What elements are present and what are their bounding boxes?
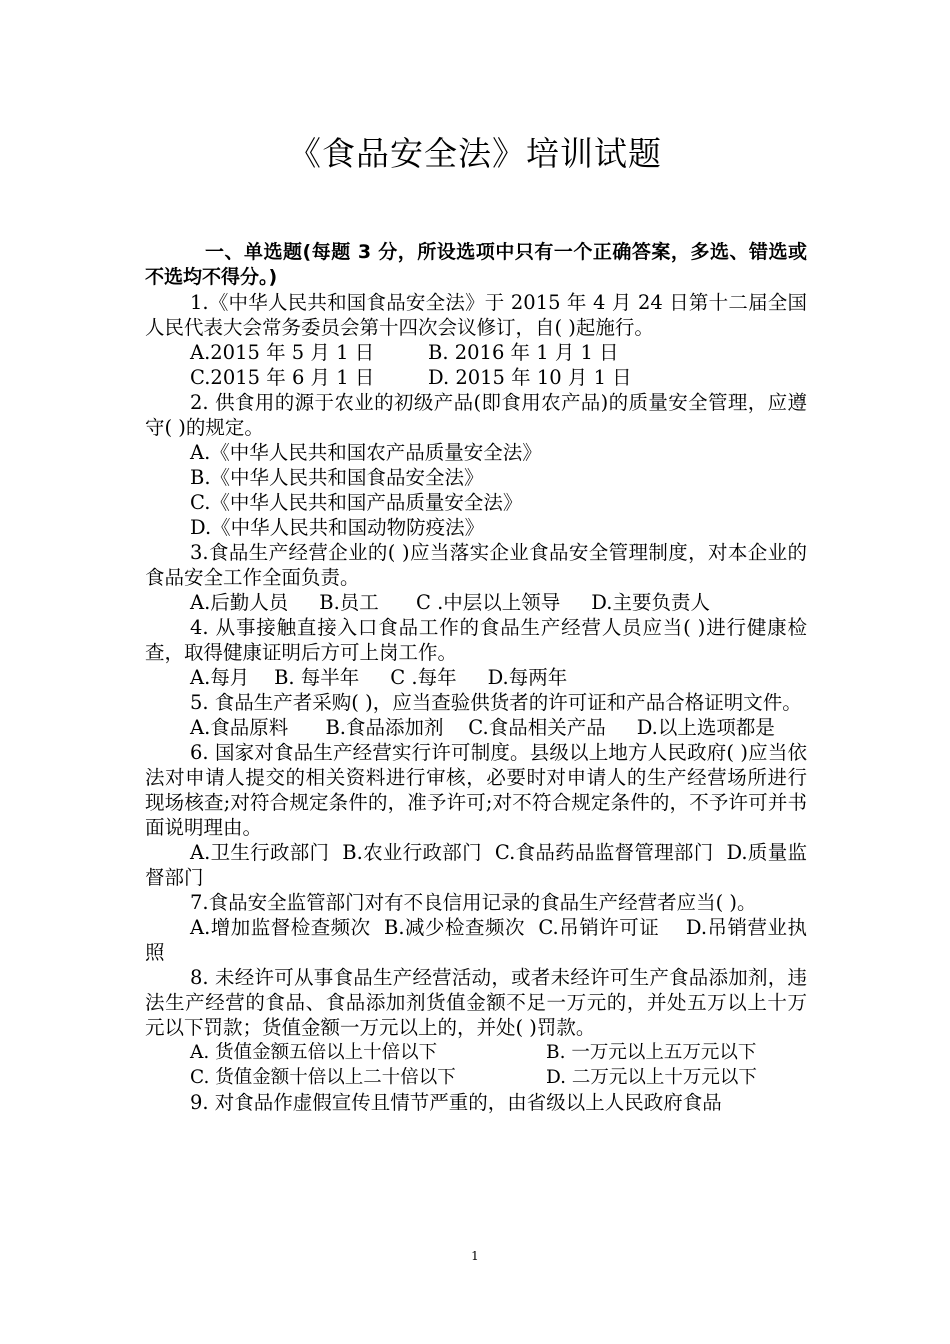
question-8-options-row-1 xyxy=(145,1040,807,1065)
question-9: 9. 对食品作虚假宣传且情节严重的，由省级以上人民政府食品 xyxy=(190,1091,722,1114)
option-a: A.2015 年 5 月 1 日 xyxy=(190,341,375,364)
option-d: D. 2015 年 10 月 1 日 xyxy=(428,366,632,389)
question-4-options: A.每月 B. 每半年 C .每年 D.每两年 xyxy=(190,666,568,689)
question-7-options: A.增加监督检查频次 B.减少检查频次 C.吊销许可证 D.吊销营业执照 xyxy=(145,916,807,964)
question-8-options-row-2 xyxy=(145,1065,807,1090)
question-7: 7.食品安全监管部门对有不良信用记录的食品生产经营者应当( )。 xyxy=(190,891,757,914)
question-5-options: A.食品原料 B.食品添加剂 C.食品相关产品 D.以上选项都是 xyxy=(190,716,775,739)
page-number: 1 xyxy=(471,1249,479,1263)
question-1: 1.《中华人民共和国食品安全法》于 2015 年 4 月 24 日第十二届全国人民代表大会常务委员会第十四次会议修订，自( )起施行。 xyxy=(145,291,807,339)
question-3: 3.食品生产经营企业的( )应当落实企业食品安全管理制度，对本企业的食品安全工作全面负责。 xyxy=(145,541,807,589)
option-c: C. 货值金额十倍以上二十倍以下 xyxy=(190,1067,456,1088)
question-3-options: A.后勤人员 B.员工 C .中层以上领导 D.主要负责人 xyxy=(190,591,710,614)
option-d: D.《中华人民共和国动物防疫法》 xyxy=(190,516,485,539)
option-b: B.《中华人民共和国食品安全法》 xyxy=(190,466,484,489)
option-b: B. 一万元以上五万元以下 xyxy=(546,1042,757,1063)
option-a: A.《中华人民共和国农产品质量安全法》 xyxy=(190,441,542,464)
question-1-options-row-2 xyxy=(145,365,807,390)
question-8: 8. 未经许可从事食品生产经营活动，或者未经许可生产食品添加剂，违法生产经营的食品、食品添加剂货值金额不足一万元的，并处五万以上十万元以下罚款；货值金额一万元以上的，并处( )罚款。 xyxy=(145,966,807,1039)
option-c: C.《中华人民共和国产品质量安全法》 xyxy=(190,491,523,514)
question-2: 2. 供食用的源于农业的初级产品(即食用农产品)的质量安全管理，应遵守( )的规定。 xyxy=(145,391,807,439)
question-1-options-row-1 xyxy=(145,340,807,365)
option-b: B. 2016 年 1 月 1 日 xyxy=(428,341,619,364)
document-body xyxy=(145,240,807,1115)
section-heading: 一、单选题(每题 3 分，所设选项中只有一个正确答案，多选、错选或不选均不得分。) xyxy=(145,241,807,288)
question-5: 5. 食品生产者采购( )，应当查验供货者的许可证和产品合格证明文件。 xyxy=(190,691,802,714)
question-6-options: A.卫生行政部门 B.农业行政部门 C.食品药品监督管理部门 D.质量监督部门 xyxy=(145,841,807,889)
document-title: 《食品安全法》培训试题 xyxy=(288,134,662,173)
option-d: D. 二万元以上十万元以下 xyxy=(546,1067,757,1088)
option-c: C.2015 年 6 月 1 日 xyxy=(190,366,375,389)
question-4: 4. 从事接触直接入口食品工作的食品生产经营人员应当( )进行健康检查，取得健康证明后方可上岗工作。 xyxy=(145,616,807,664)
question-6: 6. 国家对食品生产经营实行许可制度。县级以上地方人民政府( )应当依法对申请人提交的相关资料进行审核，必要时对申请人的生产经营场所进行现场核查;对符合规定条件的，准予许可;对不符合规定条件的，不予许可并书面说明理由。 xyxy=(145,741,807,839)
option-a: A. 货值金额五倍以上十倍以下 xyxy=(190,1042,438,1063)
